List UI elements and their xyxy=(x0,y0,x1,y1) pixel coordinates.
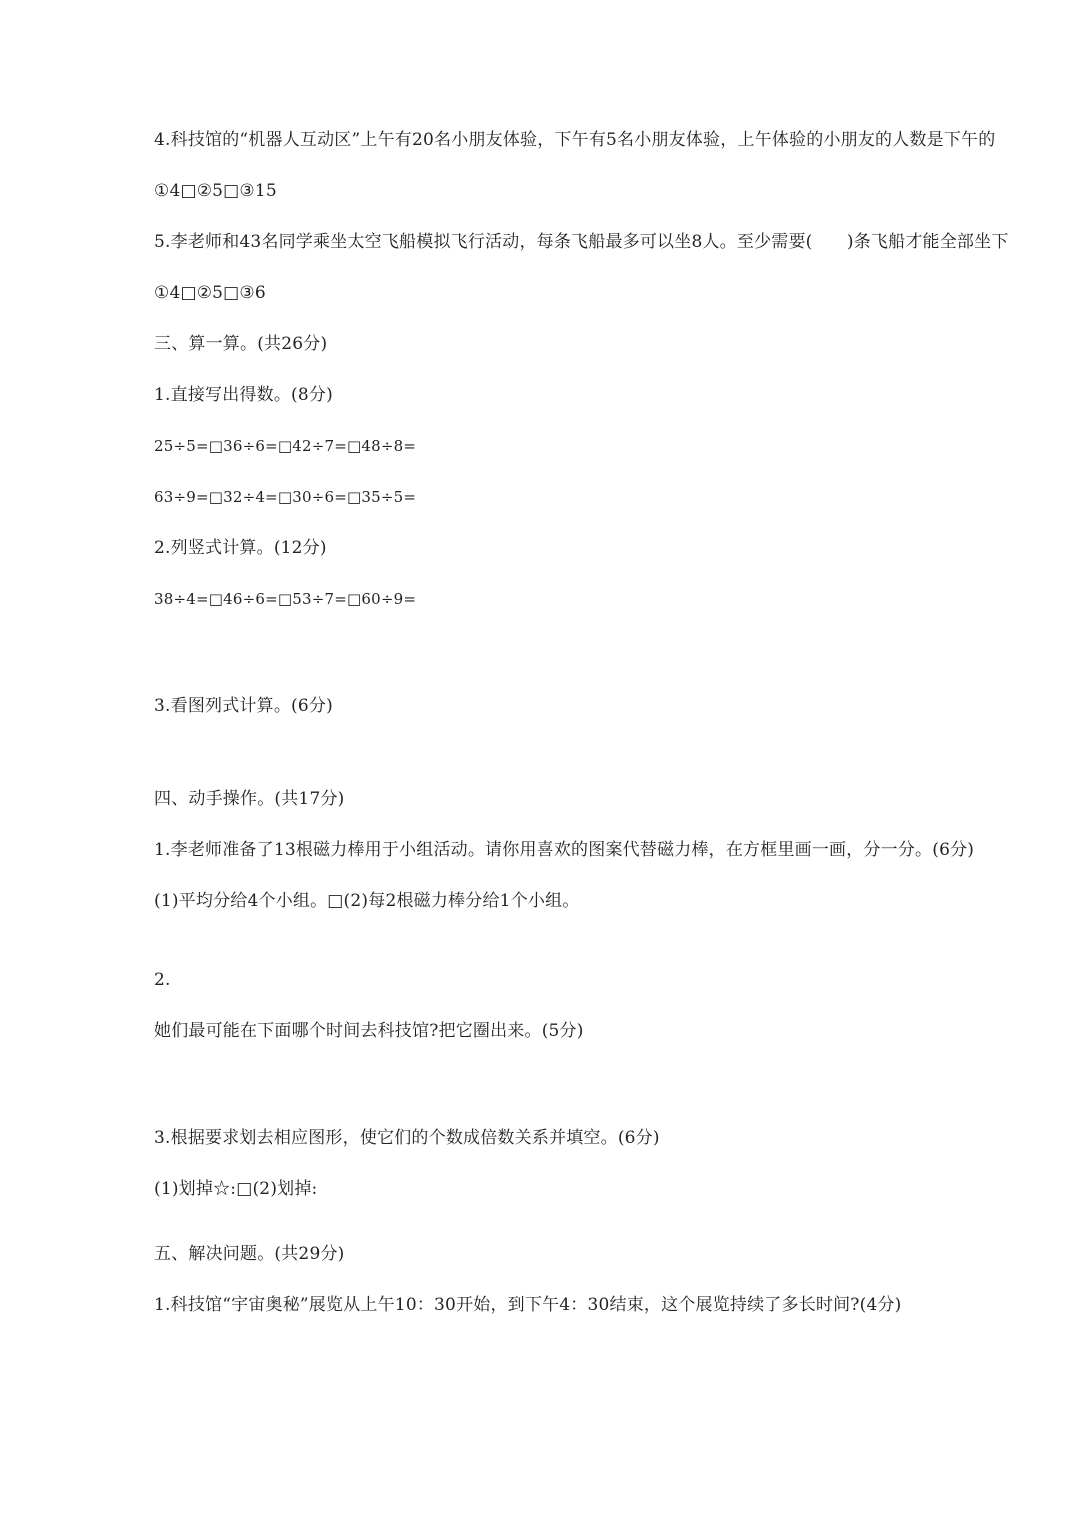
question-5-options: ①4□②5□③6 xyxy=(154,283,266,303)
section-5-item-1: 1.科技馆“宇宙奥秘”展览从上午10：30开始，到下午4：30结束，这个展览持续了多长时间?(4分) xyxy=(154,1295,902,1315)
vertical-calc-row: 38÷4=□46÷6=□53÷7=□60÷9= xyxy=(154,590,417,608)
oral-calc-row-1: 25÷5=□36÷6=□42÷7=□48÷8= xyxy=(154,437,417,455)
question-4-options: ①4□②5□③15 xyxy=(154,181,277,201)
section-3-item-1-title: 1.直接写出得数。(8分) xyxy=(154,385,333,405)
section-4-heading: 四、动手操作。(共17分) xyxy=(154,789,345,809)
section-3-heading: 三、算一算。(共26分) xyxy=(154,334,328,354)
section-3-item-2-title: 2.列竖式计算。(12分) xyxy=(154,538,327,558)
section-5-heading: 五、解决问题。(共29分) xyxy=(154,1244,345,1264)
section-4-item-3-title: 3.根据要求划去相应图形，使它们的个数成倍数关系并填空。(6分) xyxy=(154,1128,660,1148)
section-4-item-1-title: 1.李老师准备了13根磁力棒用于小组活动。请你用喜欢的图案代替磁力棒，在方框里画一画，分一分。(6分) xyxy=(154,840,975,860)
oral-calc-row-2: 63÷9=□32÷4=□30÷6=□35÷5= xyxy=(154,488,417,506)
section-4-item-1-subparts: (1)平均分给4个小组。□(2)每2根磁力棒分给1个小组。 xyxy=(154,891,580,911)
section-4-item-2-number: 2. xyxy=(154,970,171,990)
section-4-item-2-question: 她们最可能在下面哪个时间去科技馆?把它圈出来。(5分) xyxy=(154,1021,584,1041)
question-4-robot-zone: 4.科技馆的“机器人互动区”上午有20名小朋友体验，下午有5名小朋友体验，上午体验的小朋友的人数是下午的 xyxy=(154,130,996,150)
question-5-spaceship: 5.李老师和43名同学乘坐太空飞船模拟飞行活动，每条飞船最多可以坐8人。至少需要( )条飞船才能全部坐下 xyxy=(154,232,1009,252)
section-3-item-3-title: 3.看图列式计算。(6分) xyxy=(154,696,333,716)
section-4-item-3-subparts: (1)划掉☆:□(2)划掉: xyxy=(154,1179,318,1199)
